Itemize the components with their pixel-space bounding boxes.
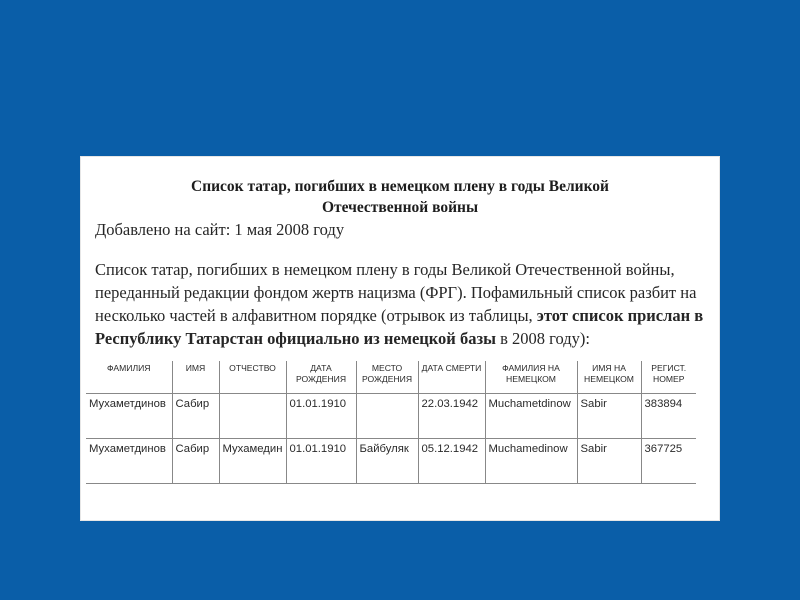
- cell-birth-date: 01.01.1910: [286, 439, 356, 484]
- cell-birth-date: 01.01.1910: [286, 394, 356, 439]
- cell-birth-place: [356, 394, 418, 439]
- cell-surname: Мухаметдинов: [86, 394, 172, 439]
- cell-reg-number: 367725: [641, 439, 696, 484]
- cell-death-date: 22.03.1942: [418, 394, 485, 439]
- cell-surname: Мухаметдинов: [86, 439, 172, 484]
- header-surname: ФАМИЛИЯ: [86, 361, 172, 394]
- cell-german-surname: Muchametdinow: [485, 394, 577, 439]
- header-birth-place: МЕСТО РОЖДЕНИЯ: [356, 361, 418, 394]
- cell-german-name: Sabir: [577, 394, 641, 439]
- cell-reg-number: 383894: [641, 394, 696, 439]
- cell-patronymic: [219, 394, 286, 439]
- title-line-1: Список татар, погибших в немецком плену в годы Великой: [191, 178, 609, 195]
- cell-german-surname: Muchamedinow: [485, 439, 577, 484]
- description-paragraph: [95, 258, 705, 350]
- table-row: [86, 394, 696, 439]
- date-added: Добавлено на сайт: 1 мая 2008 году: [95, 220, 345, 239]
- cell-death-date: 05.12.1942: [418, 439, 485, 484]
- header-german-surname: ФАМИЛИЯ НА НЕМЕЦКОМ: [485, 361, 577, 394]
- cell-birth-place: Байбуляк: [356, 439, 418, 484]
- header-reg-number: РЕГИСТ. НОМЕР: [641, 361, 696, 394]
- cell-name: Сабир: [172, 394, 219, 439]
- victims-table: [86, 361, 696, 484]
- table-header-row: [86, 361, 696, 394]
- cell-patronymic: Мухамедин: [219, 439, 286, 484]
- title-line-2: Отечественной войны: [321, 199, 479, 216]
- paragraph-bold-text: этот список прислан в Республику Татарстан официально из немецкой базы: [95, 306, 704, 348]
- header-name: ИМЯ: [172, 361, 219, 394]
- header-german-name: ИМЯ НА НЕМЕЦКОМ: [577, 361, 641, 394]
- document-page: [80, 156, 720, 521]
- cell-german-name: Sabir: [577, 439, 641, 484]
- paragraph-text-2: в 2008 году):: [495, 329, 590, 348]
- document-title: [80, 176, 720, 218]
- header-birth-date: ДАТА РОЖДЕНИЯ: [286, 361, 356, 394]
- cell-name: Сабир: [172, 439, 219, 484]
- header-death-date: ДАТА СМЕРТИ: [418, 361, 485, 394]
- header-patronymic: ОТЧЕСТВО: [219, 361, 286, 394]
- paragraph-text-1: Список татар, погибших в немецком плену в годы Великой Отечественной войны, переданный редакции фондом жертв нацизма (ФРГ). Пофамильный список разбит на несколько частей в алфавитном порядке (отрывок из таблицы,: [95, 260, 697, 325]
- table-row: [86, 439, 696, 484]
